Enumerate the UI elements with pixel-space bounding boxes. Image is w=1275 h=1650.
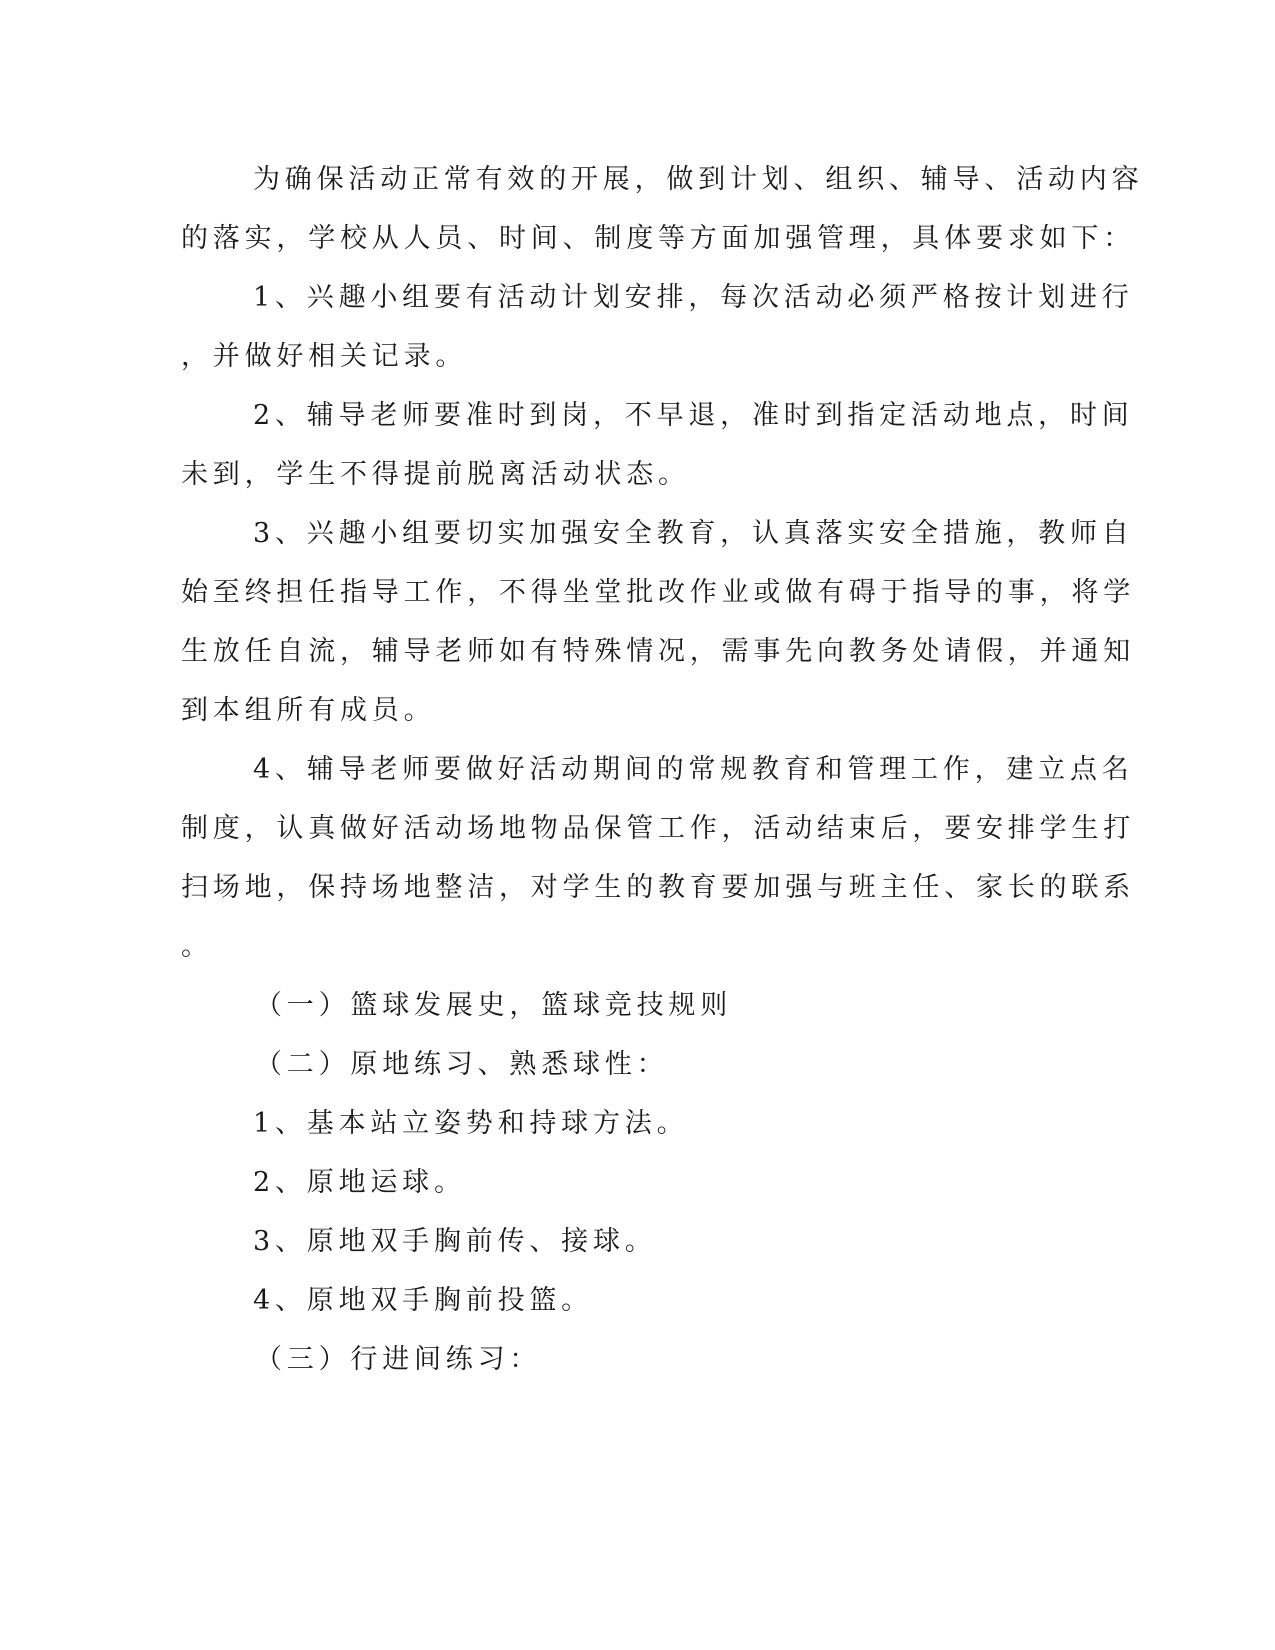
- rule-4-line-1: 4、辅导老师要做好活动期间的常规教育和管理工作，建立点名: [253, 754, 1134, 785]
- rule-3-line-4: 到本组所有成员。: [181, 695, 436, 726]
- section-2-item-1: 1、基本站立姿势和持球方法。: [253, 1108, 689, 1139]
- rule-1-line-2: ，并做好相关记录。: [181, 341, 468, 372]
- rule-3-line-3: 生放任自流，辅导老师如有特殊情况，需事先向教务处请假，并通知: [181, 636, 1135, 667]
- rule-4-line-3: 扫场地，保持场地整洁，对学生的教育要加强与班主任、家长的联系: [181, 872, 1135, 903]
- rule-2-line-2: 未到，学生不得提前脱离活动状态。: [181, 459, 690, 490]
- rule-3-line-1: 3、兴趣小组要切实加强安全教育，认真落实安全措施，教师自: [253, 518, 1134, 549]
- section-2-item-3: 3、原地双手胸前传、接球。: [253, 1226, 657, 1257]
- section-2-item-2: 2、原地运球。: [253, 1167, 466, 1198]
- section-3-heading: （三）行进间练习：: [255, 1344, 542, 1375]
- section-2-item-4: 4、原地双手胸前投篮。: [253, 1285, 593, 1316]
- rule-2-line-1: 2、辅导老师要准时到岗，不早退，准时到指定活动地点，时间: [253, 400, 1134, 431]
- rule-4-line-2: 制度，认真做好活动场地物品保管工作，活动结束后，要安排学生打: [181, 813, 1135, 844]
- section-2-heading: （二）原地练习、熟悉球性：: [255, 1049, 669, 1080]
- section-1-heading: （一）篮球发展史，篮球竞技规则: [255, 990, 732, 1021]
- rule-3-line-2: 始至终担任指导工作，不得坐堂批改作业或做有碍于指导的事，将学: [181, 577, 1135, 608]
- paragraph-intro-line-1: 为确保活动正常有效的开展，做到计划、组织、辅导、活动内容: [253, 164, 1144, 195]
- rule-1-line-1: 1、兴趣小组要有活动计划安排，每次活动必须严格按计划进行: [253, 282, 1134, 313]
- paragraph-intro-line-2: 的落实，学校从人员、时间、制度等方面加强管理，具体要求如下：: [181, 223, 1135, 254]
- rule-4-line-4: 。: [181, 931, 213, 962]
